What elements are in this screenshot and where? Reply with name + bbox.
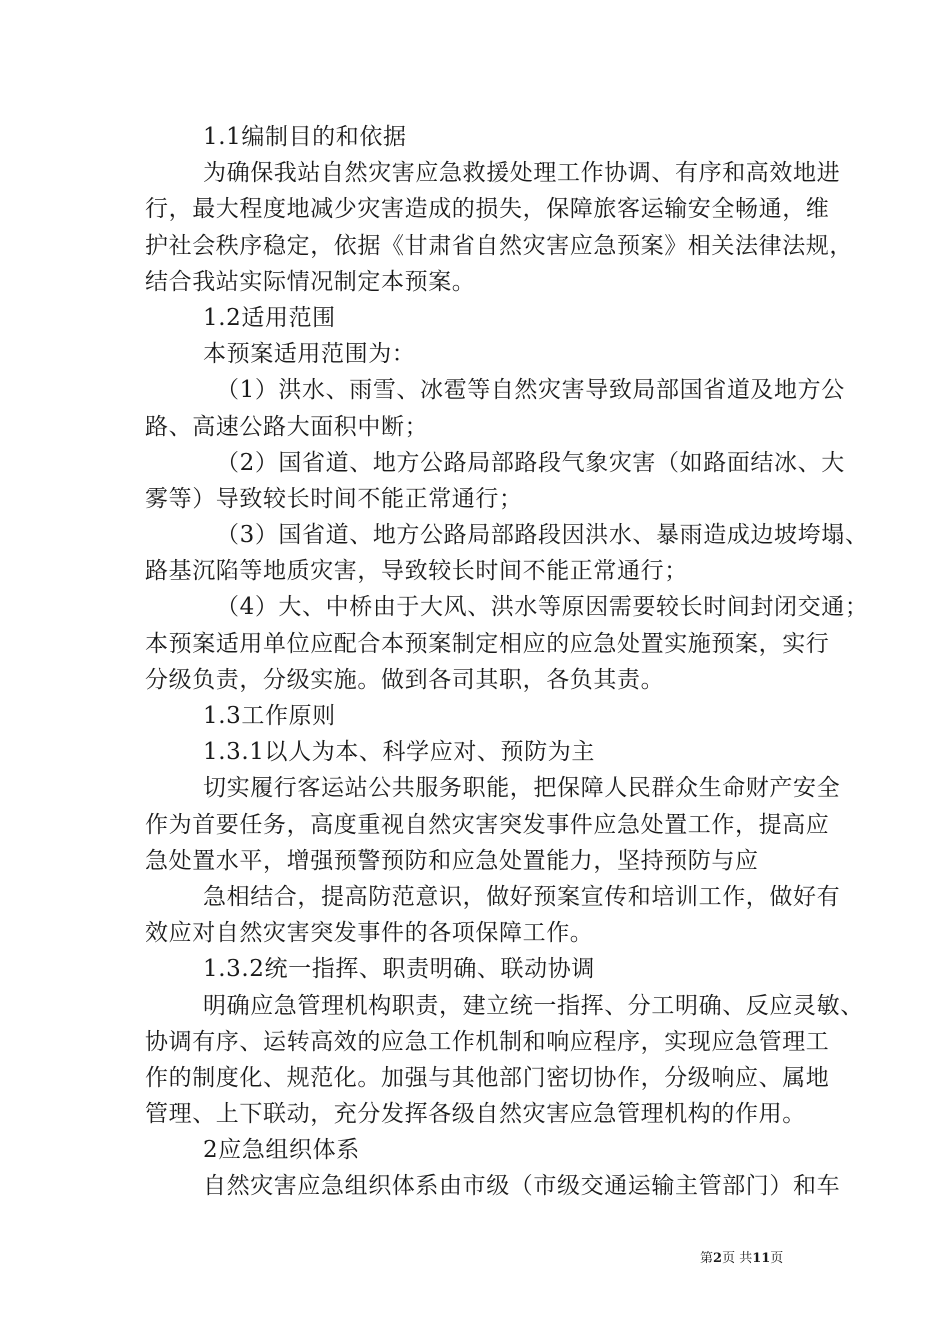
section-heading: 1.3.1以人为本、科学应对、预防为主 bbox=[203, 739, 595, 766]
footer-total-pages: 11 bbox=[752, 1251, 771, 1266]
text-line: 效应对自然灾害突发事件的各项保障工作。 bbox=[145, 920, 594, 947]
text-line: 结合我站实际情况制定本预案。 bbox=[145, 268, 476, 295]
text-line: 路基沉陷等地质灾害，导致较长时间不能正常通行； bbox=[145, 558, 688, 585]
section-heading: 1.1编制目的和依据 bbox=[203, 124, 407, 150]
text-line: 行，最大程度地减少灾害造成的损失，保障旅客运输安全畅通，维 bbox=[145, 196, 830, 223]
footer-suffix: 页 bbox=[770, 1251, 784, 1266]
text-line: 作为首要任务，高度重视自然灾害突发事件应急处置工作，提高应 bbox=[145, 811, 830, 838]
text-line: （4）大、中桥由于大风、洪水等原因需要较长时间封闭交通； bbox=[216, 594, 869, 621]
text-line: （3）国省道、地方公路局部路段因洪水、暴雨造成边坡垮塌、 bbox=[216, 522, 869, 549]
section-heading: 1.2适用范围 bbox=[203, 304, 336, 331]
text-line: 雾等）导致较长时间不能正常通行； bbox=[145, 485, 523, 512]
text-line: （2）国省道、地方公路局部路段气象灾害（如路面结冰、大 bbox=[216, 449, 845, 476]
text-line: 管理、上下联动，充分发挥各级自然灾害应急管理机构的作用。 bbox=[145, 1101, 806, 1128]
section-heading: 1.3.2统一指挥、职责明确、联动协调 bbox=[203, 956, 595, 983]
section-heading: 2应急组织体系 bbox=[203, 1137, 360, 1164]
footer-page-number: 2 bbox=[713, 1251, 723, 1266]
text-line: 急相结合，提高防范意识，做好预案宣传和培训工作，做好有 bbox=[203, 883, 841, 910]
text-line: 护社会秩序稳定，依据《甘肃省自然灾害应急预案》相关法律法规， bbox=[145, 232, 853, 259]
text-line: 急处置水平，增强预警预防和应急处置能力，坚持预防与应 bbox=[145, 847, 759, 874]
text-line: 协调有序、运转高效的应急工作机制和响应程序，实现应急管理工 bbox=[145, 1028, 830, 1055]
text-line: 路、高速公路大面积中断； bbox=[145, 413, 429, 440]
footer-prefix: 第 bbox=[700, 1251, 714, 1266]
page-footer bbox=[700, 1247, 820, 1266]
text-line: （1）洪水、雨雪、冰雹等自然灾害导致局部国省道及地方公 bbox=[216, 377, 845, 404]
document-body bbox=[145, 119, 869, 1205]
text-line: 明确应急管理机构职责，建立统一指挥、分工明确、反应灵敏、 bbox=[203, 992, 864, 1019]
footer-middle: 页 共 bbox=[722, 1251, 753, 1266]
text-line: 自然灾害应急组织体系由市级（市级交通运输主管部门）和车 bbox=[203, 1173, 841, 1200]
text-line: 本预案适用范围为： bbox=[203, 341, 416, 368]
text-line: 本预案适用单位应配合本预案制定相应的应急处置实施预案，实行 bbox=[145, 630, 830, 657]
text-line: 作的制度化、规范化。加强与其他部门密切协作，分级响应、属地 bbox=[145, 1064, 830, 1091]
section-heading: 1.3工作原则 bbox=[203, 703, 336, 729]
text-line: 为确保我站自然灾害应急救援处理工作协调、有序和高效地进 bbox=[203, 160, 841, 187]
text-line: 分级负责，分级实施。做到各司其职，各负其责。 bbox=[145, 666, 665, 693]
text-line: 切实履行客运站公共服务职能，把保障人民群众生命财产安全 bbox=[203, 775, 841, 802]
